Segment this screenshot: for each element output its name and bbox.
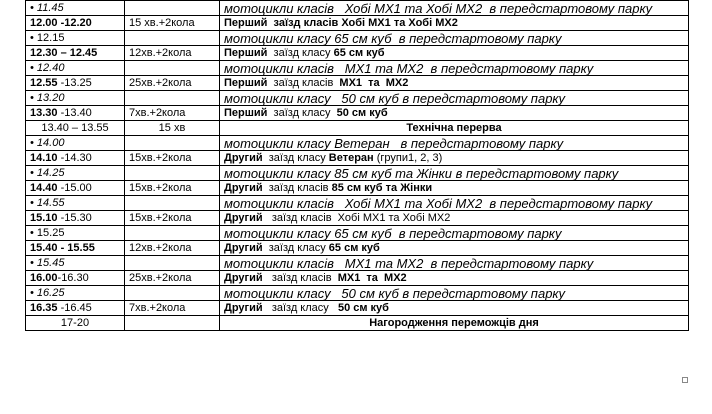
description-cell	[220, 16, 689, 31]
description-text: заїзд класу	[270, 46, 334, 59]
duration-cell	[125, 1, 220, 16]
schedule-row	[26, 271, 689, 286]
schedule-table	[25, 0, 689, 331]
description-text: мотоцикли класів Хобі МХ1 та Хобі МХ2 в передстартовому парку	[224, 195, 653, 211]
description-cell	[220, 61, 689, 76]
description-cell	[220, 226, 689, 241]
time-cell	[26, 151, 125, 166]
description-text: Другий	[224, 271, 266, 284]
schedule-row	[26, 256, 689, 271]
time-cell	[26, 286, 125, 301]
duration-text: 7хв.+2кола	[129, 106, 186, 119]
schedule-row	[26, 136, 689, 151]
description-text: МХ1 та МХ2	[337, 271, 407, 284]
time-text: 15.10	[30, 211, 61, 224]
description-cell	[220, 91, 689, 106]
time-text: 14.40	[30, 181, 61, 194]
time-text: 15.40 - 15.55	[30, 241, 95, 254]
time-cell	[26, 136, 125, 151]
description-text: Хобі МХ1 та Хобі МХ2	[341, 16, 458, 29]
duration-cell	[125, 241, 220, 256]
time-cell	[26, 226, 125, 241]
time-text: • 15.25	[30, 226, 65, 239]
duration-cell	[125, 301, 220, 316]
time-cell	[26, 91, 125, 106]
description-text: мотоцикли класів МХ1 та МХ2 в передстартовому парку	[224, 255, 594, 271]
duration-cell	[125, 271, 220, 286]
time-text: -15.00	[60, 181, 92, 194]
duration-cell	[125, 211, 220, 226]
duration-cell	[125, 286, 220, 301]
description-cell	[220, 136, 689, 151]
duration-cell	[125, 166, 220, 181]
schedule-row	[26, 181, 689, 196]
schedule-row	[26, 211, 689, 226]
description-cell	[220, 121, 689, 136]
duration-cell	[125, 196, 220, 211]
description-text: Другий	[224, 151, 266, 164]
time-cell	[26, 301, 125, 316]
schedule-row	[26, 61, 689, 76]
duration-text: 15 хв.+2кола	[129, 16, 195, 29]
time-text: • 15.45	[30, 256, 65, 269]
description-text: Перший	[224, 76, 271, 89]
description-text: Перший	[224, 46, 271, 59]
description-text: мотоцикли класу 50 см куб в передстартовому парку	[224, 90, 566, 106]
time-text: • 14.25	[30, 166, 65, 179]
time-cell	[26, 196, 125, 211]
schedule-row	[26, 16, 689, 31]
description-text: Перший	[224, 106, 271, 119]
duration-text: 15хв.+2кола	[129, 151, 192, 164]
schedule-body	[26, 1, 689, 331]
schedule-row	[26, 91, 689, 106]
time-cell	[26, 316, 125, 331]
duration-cell	[125, 316, 220, 331]
time-cell	[26, 211, 125, 226]
description-text: МХ1 та МХ2	[339, 76, 409, 89]
schedule-row	[26, 76, 689, 91]
duration-cell	[125, 121, 220, 136]
duration-cell	[125, 61, 220, 76]
description-cell	[220, 151, 689, 166]
description-text: заїзд класів Хобі МХ1 та Хобі МХ2	[265, 211, 451, 224]
description-cell	[220, 316, 689, 331]
time-text: -16.45	[60, 301, 92, 314]
description-text: Ветеран	[328, 151, 377, 164]
duration-text: 7хв.+2кола	[129, 301, 186, 314]
description-text: Другий	[224, 181, 266, 194]
time-text: -13.40	[60, 106, 92, 119]
description-text: заїзд класу	[265, 241, 329, 254]
duration-text: 25хв.+2кола	[129, 76, 192, 89]
description-cell	[220, 256, 689, 271]
description-text: мотоцикли класу 50 см куб в передстартовому парку	[224, 285, 566, 301]
time-cell	[26, 166, 125, 181]
schedule-row	[26, 196, 689, 211]
time-text: 12.00 -12.20	[30, 16, 92, 29]
schedule-row	[26, 166, 689, 181]
time-cell	[26, 271, 125, 286]
schedule-row	[26, 316, 689, 331]
description-text: Другий	[224, 301, 266, 314]
time-text: • 13.20	[30, 91, 65, 104]
duration-cell	[125, 151, 220, 166]
schedule-row	[26, 31, 689, 46]
duration-cell	[125, 46, 220, 61]
duration-cell	[125, 31, 220, 46]
time-text: 13.40 – 13.55	[41, 121, 109, 134]
time-text: 16.35	[30, 301, 61, 314]
description-text: 65 см куб	[333, 46, 385, 59]
duration-text: 15хв.+2кола	[129, 211, 192, 224]
description-cell	[220, 1, 689, 16]
time-text: 13.30	[30, 106, 61, 119]
description-cell	[220, 271, 689, 286]
description-cell	[220, 301, 689, 316]
duration-cell	[125, 181, 220, 196]
duration-text: 12хв.+2кола	[129, 46, 192, 59]
description-text: мотоцикли класу 85 см куб та Жінки в передстартовому парку	[224, 165, 619, 181]
duration-cell	[125, 226, 220, 241]
description-text: Технічна перерва	[406, 121, 502, 134]
description-cell	[220, 31, 689, 46]
schedule-row	[26, 46, 689, 61]
time-text: • 16.25	[30, 286, 65, 299]
description-text: заїзд класу	[265, 301, 338, 314]
description-cell	[220, 286, 689, 301]
schedule-row	[26, 121, 689, 136]
duration-text: 15хв.+2кола	[129, 181, 192, 194]
time-text: • 11.45	[30, 1, 64, 14]
description-cell	[220, 241, 689, 256]
time-text: 17-20	[60, 316, 90, 329]
time-cell	[26, 256, 125, 271]
duration-text: 15 хв	[158, 121, 186, 134]
description-text: мотоцикли класів Хобі МХ1 та Хобі МХ2 в передстартовому парку	[224, 0, 653, 16]
time-text: -14.30	[60, 151, 92, 164]
description-text: Перший заїзд класів	[224, 16, 342, 29]
description-text: 85 см куб та Жінки	[331, 181, 433, 194]
description-cell	[220, 46, 689, 61]
time-cell	[26, 46, 125, 61]
resize-handle[interactable]	[682, 377, 688, 383]
schedule-row	[26, 241, 689, 256]
time-cell	[26, 181, 125, 196]
duration-cell	[125, 136, 220, 151]
description-cell	[220, 181, 689, 196]
time-text: -15.30	[60, 211, 92, 224]
description-cell	[220, 196, 689, 211]
time-text: 14.10	[30, 151, 61, 164]
description-cell	[220, 106, 689, 121]
description-text: заїзд класів	[270, 76, 340, 89]
description-text: 65 см куб	[328, 241, 380, 254]
time-text: -16.30	[57, 271, 89, 284]
schedule-row	[26, 106, 689, 121]
duration-cell	[125, 16, 220, 31]
time-text: 12.30 – 12.45	[30, 46, 98, 59]
time-cell	[26, 16, 125, 31]
description-text: мотоцикли класу Ветеран в передстартовому парку	[224, 135, 564, 151]
description-text: заїзд класів	[265, 181, 332, 194]
time-cell	[26, 121, 125, 136]
schedule-row	[26, 286, 689, 301]
time-text: 16.00	[30, 271, 58, 284]
description-text: Другий	[224, 241, 266, 254]
description-cell	[220, 211, 689, 226]
description-text: Другий	[224, 211, 266, 224]
schedule-row	[26, 151, 689, 166]
schedule-row	[26, 1, 689, 16]
time-text: • 14.55	[30, 196, 65, 209]
description-text: заїзд класу	[265, 151, 329, 164]
description-text: 50 см куб	[336, 106, 388, 119]
description-text: 50 см куб	[337, 301, 389, 314]
description-cell	[220, 76, 689, 91]
description-text: Нагородження переможців дня	[369, 316, 539, 329]
time-cell	[26, 106, 125, 121]
time-text: • 14.00	[30, 136, 65, 149]
description-text: мотоцикли класу 65 см куб в передстартовому парку	[224, 30, 562, 46]
description-text: мотоцикли класу 65 см куб в передстартовому парку	[224, 225, 562, 241]
time-cell	[26, 76, 125, 91]
time-cell	[26, 241, 125, 256]
time-cell	[26, 31, 125, 46]
duration-text: 12хв.+2кола	[129, 241, 192, 254]
description-cell	[220, 166, 689, 181]
duration-cell	[125, 91, 220, 106]
time-text: • 12.15	[30, 31, 65, 44]
duration-cell	[125, 76, 220, 91]
duration-cell	[125, 256, 220, 271]
description-text: заїзд класів	[265, 271, 338, 284]
description-text: заїзд класу	[270, 106, 337, 119]
time-cell	[26, 1, 125, 16]
duration-cell	[125, 106, 220, 121]
time-cell	[26, 61, 125, 76]
description-text: (групи1, 2, 3)	[376, 151, 443, 164]
schedule-row	[26, 301, 689, 316]
description-text: мотоцикли класів МХ1 та МХ2 в передстартовому парку	[224, 60, 594, 76]
time-text: • 12.40	[30, 61, 65, 74]
schedule-row	[26, 226, 689, 241]
time-text: -13.25	[60, 76, 92, 89]
duration-text: 25хв.+2кола	[129, 271, 192, 284]
time-text: 12.55	[30, 76, 61, 89]
